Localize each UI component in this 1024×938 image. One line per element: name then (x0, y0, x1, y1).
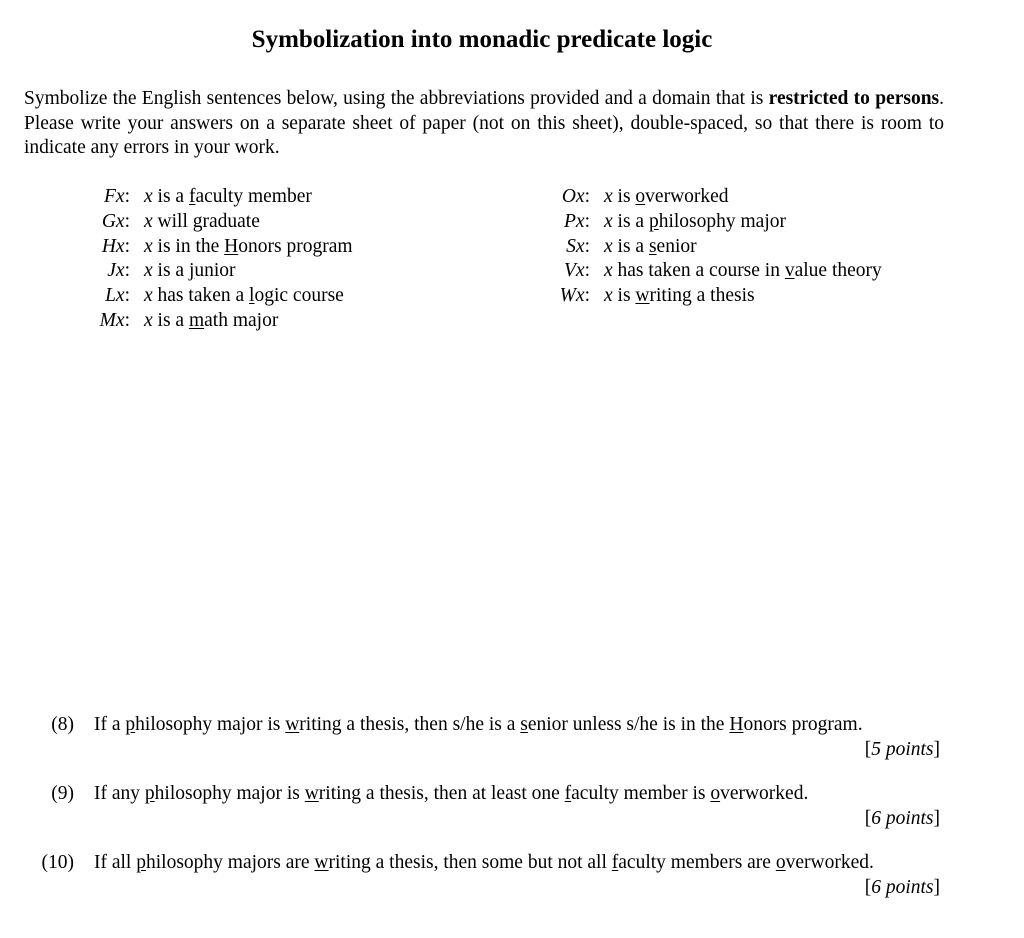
variable: x (144, 235, 153, 257)
variable: x (604, 260, 613, 282)
instructions (24, 87, 944, 161)
predicate-letter: Lx: (105, 285, 130, 307)
variable: x (604, 235, 613, 257)
predicate-definition: x will graduate (144, 210, 260, 232)
variable: x (144, 285, 153, 307)
mnemonic-letter: g (192, 210, 203, 232)
variable: x (144, 309, 153, 331)
problem-text: If any philosophy major is writing a thesis, then at least one faculty member is overworked. (94, 783, 809, 804)
mnemonic-letter: f (611, 852, 619, 873)
colon: : (124, 235, 130, 257)
predicate-definition: x is a philosophy major (604, 210, 786, 232)
predicate-letter: Wx: (559, 285, 590, 307)
predicate-definition: x is a senior (604, 235, 697, 257)
mnemonic-letter: f (564, 783, 572, 804)
predicate-definition: x is a junior (144, 260, 236, 282)
points-value: 6 points (871, 808, 934, 829)
abbreviation-row (550, 259, 882, 284)
colon: : (124, 285, 130, 307)
mnemonic-letter: p (144, 783, 155, 804)
abbreviation-row (550, 185, 882, 210)
instructions-text-2: . Please write your answers on a separate sheet of paper (not on this sheet), double-spaced, so that there is room to indicate any errors in your work. (24, 88, 944, 158)
mnemonic-letter: m (188, 309, 205, 331)
mnemonic-letter: j (188, 260, 195, 282)
problem-points (865, 876, 940, 900)
mnemonic-letter: s (520, 714, 528, 735)
mnemonic-letter: H (729, 714, 744, 735)
mnemonic-letter: o (710, 783, 721, 804)
mnemonic-letter: w (314, 852, 329, 873)
predicate-definition: x has taken a logic course (144, 285, 344, 307)
bracket: [ (864, 808, 872, 829)
predicate-letter: Ox: (561, 186, 590, 207)
colon: : (124, 309, 130, 331)
variable: x (144, 210, 153, 232)
mnemonic-letter: H (224, 235, 239, 257)
problem-number: (9) (51, 783, 74, 804)
colon: : (584, 186, 590, 207)
bracket: [ (864, 877, 872, 898)
colon: : (584, 260, 590, 282)
mnemonic-letter: l (249, 285, 255, 307)
colon: : (124, 210, 130, 232)
abbreviation-row (550, 210, 882, 235)
problem-points (865, 738, 940, 762)
abbreviation-row (90, 284, 353, 309)
bracket: ] (933, 877, 940, 898)
predicate-letter: Mx: (99, 309, 130, 331)
predicate-letter: Fx: (104, 186, 130, 207)
predicate-letter: Hx: (101, 235, 130, 257)
abbreviation-row (90, 309, 353, 334)
variable: x (144, 186, 153, 207)
problem-points (865, 807, 940, 831)
mnemonic-letter: o (775, 852, 786, 873)
abbreviation-row (90, 185, 353, 210)
predicate-definition: x has taken a course in value theory (604, 260, 882, 282)
problem-number: (8) (51, 714, 74, 735)
mnemonic-letter: o (635, 186, 646, 207)
predicate-letter: Vx: (564, 260, 590, 282)
mnemonic-letter: v (784, 260, 795, 282)
predicate-definition: x is a math major (144, 309, 279, 331)
bracket: [ (864, 739, 872, 760)
predicate-letter: Gx: (101, 210, 130, 232)
mnemonic-letter: s (648, 235, 657, 257)
problem-text: If all philosophy majors are writing a thesis, then some but not all faculty members are overworked. (94, 852, 874, 873)
variable: x (604, 210, 613, 232)
abbreviation-row (90, 210, 353, 235)
predicate-letter: Sx: (566, 235, 590, 257)
mnemonic-letter: p (125, 714, 136, 735)
abbreviation-row (550, 284, 882, 309)
bracket: ] (933, 808, 940, 829)
instructions-text-1: Symbolize the English sentences below, using the abbreviations provided and a domain that is (24, 88, 769, 109)
predicate-letter: Px: (564, 210, 590, 232)
colon: : (124, 186, 130, 207)
colon: : (584, 210, 590, 232)
variable: x (604, 285, 613, 307)
points-value: 5 points (871, 739, 934, 760)
colon: : (124, 260, 130, 282)
abbreviation-list-left (90, 185, 353, 334)
points-value: 6 points (871, 877, 934, 898)
abbreviation-row (550, 235, 882, 260)
mnemonic-letter: w (285, 714, 300, 735)
instructions-bold: restricted to persons (768, 88, 940, 109)
mnemonic-letter: p (136, 852, 146, 873)
mnemonic-letter: w (635, 285, 650, 307)
variable: x (604, 186, 613, 207)
abbreviation-list-right (550, 185, 882, 309)
colon: : (584, 285, 590, 307)
predicate-definition: x is overworked (604, 186, 729, 207)
problem-text: If a philosophy major is writing a thesis, then s/he is a senior unless s/he is in the Honors program. (94, 714, 863, 735)
problem-number: (10) (41, 852, 74, 873)
predicate-definition: x is in the Honors program (144, 235, 353, 257)
mnemonic-letter: f (188, 186, 196, 207)
predicate-definition: x is writing a thesis (604, 285, 755, 307)
mnemonic-letter: w (304, 783, 319, 804)
colon: : (584, 235, 590, 257)
abbreviation-row (90, 235, 353, 260)
abbreviation-row (90, 259, 353, 284)
predicate-letter: Jx: (107, 260, 130, 282)
variable: x (144, 260, 153, 282)
predicate-definition: x is a faculty member (144, 186, 312, 207)
mnemonic-letter: p (648, 210, 659, 232)
page-title: Symbolization into monadic predicate logic (251, 26, 713, 53)
bracket: ] (933, 739, 940, 760)
